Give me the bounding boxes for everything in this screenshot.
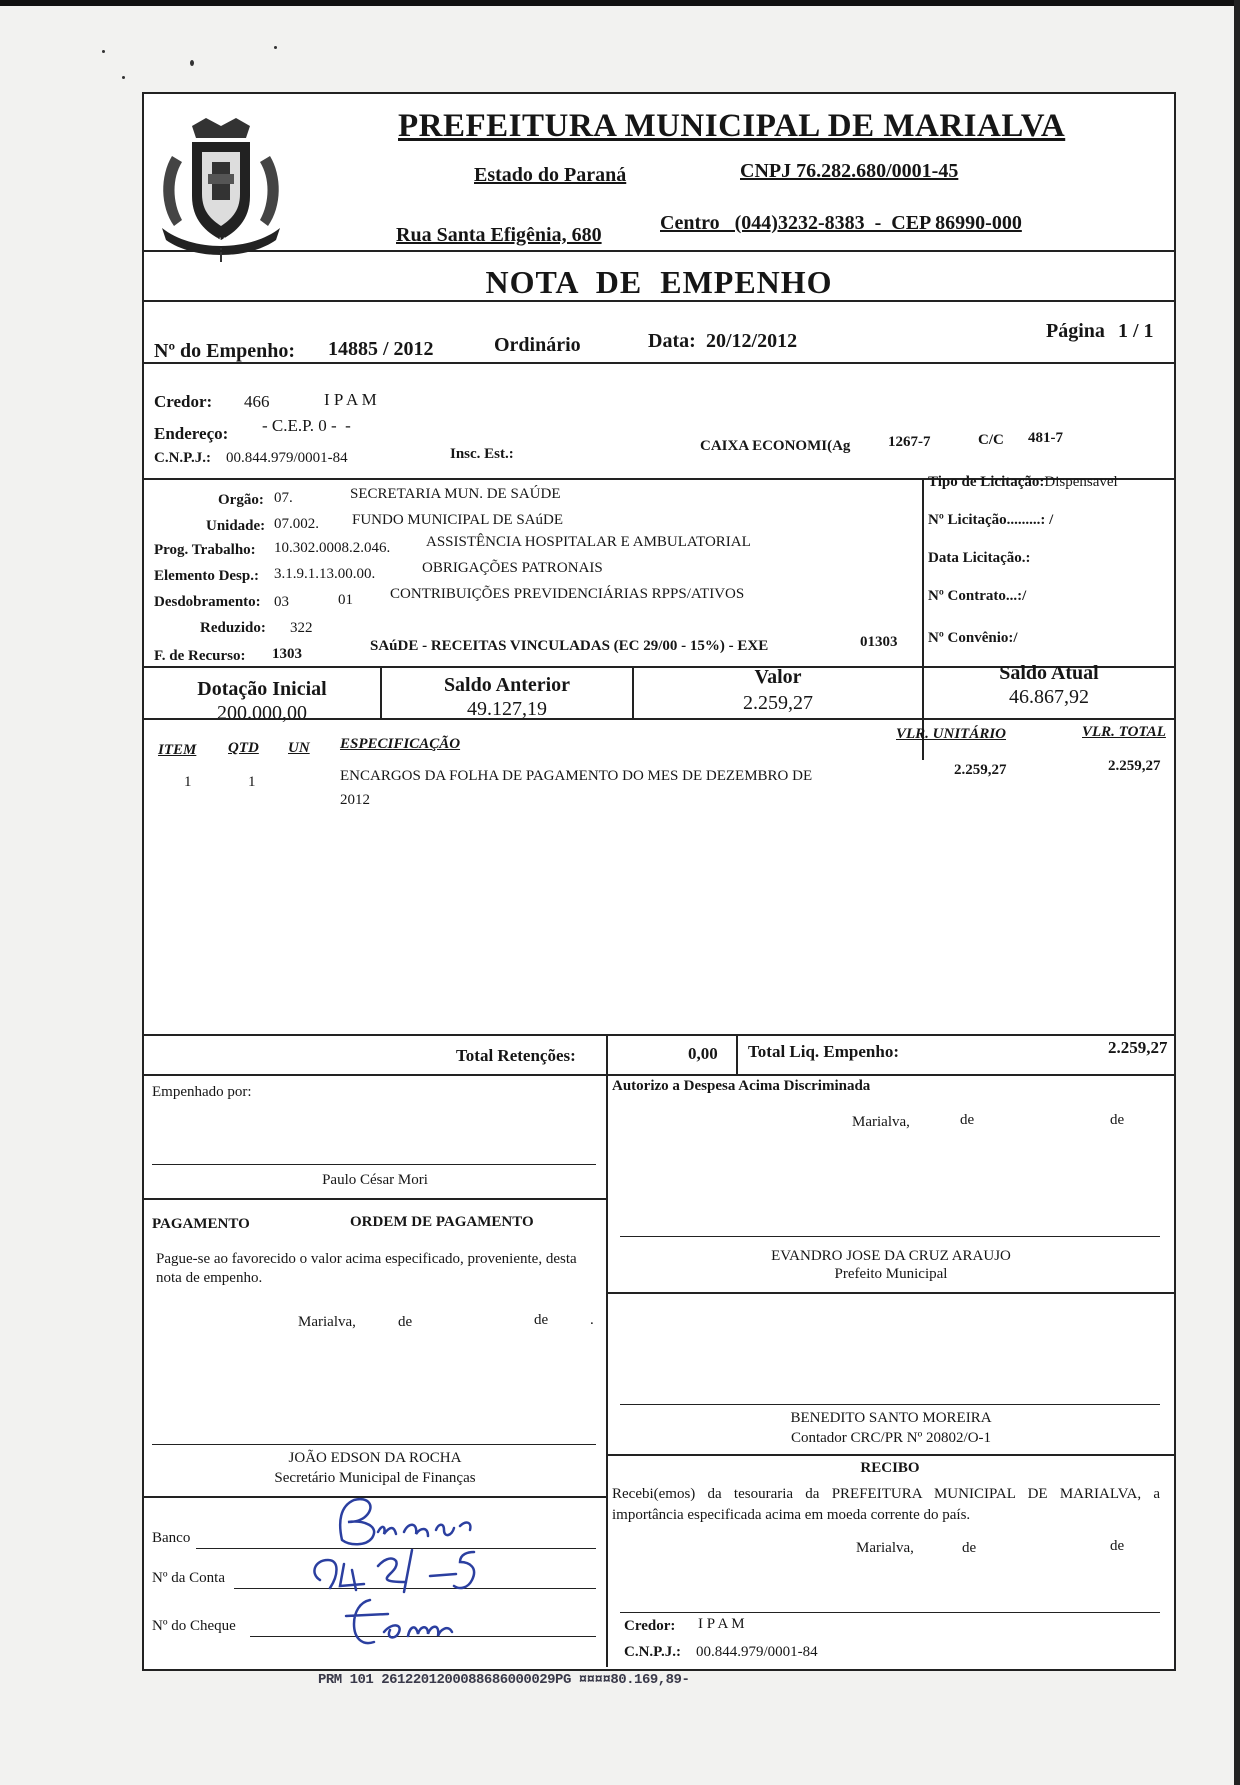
desdobramento-b: 01 bbox=[338, 592, 353, 608]
cc-label: C/C bbox=[978, 432, 1004, 448]
credor-code: 466 bbox=[244, 392, 270, 411]
divider bbox=[606, 1292, 1174, 1294]
scan-speck bbox=[274, 46, 277, 49]
prog-trabalho-code: 10.302.0008.2.046. bbox=[274, 540, 391, 556]
col-header-un: UN bbox=[288, 740, 310, 756]
municipality-title: PREFEITURA MUNICIPAL DE MARIALVA bbox=[398, 108, 1066, 144]
saldo-atual-value: 46.867,92 bbox=[1009, 686, 1089, 708]
total-retencoes-value: 0,00 bbox=[688, 1044, 718, 1063]
valor-value: 2.259,27 bbox=[743, 692, 813, 714]
desdobramento-a: 03 bbox=[274, 594, 289, 610]
col-header-unit: VLR. UNITÁRIO bbox=[896, 726, 1007, 742]
banco-label: Banco bbox=[152, 1530, 191, 1546]
divider bbox=[144, 1074, 1174, 1076]
empenho-date: 20/12/2012 bbox=[706, 330, 798, 352]
recibo-credor: I P A M bbox=[698, 1616, 745, 1632]
credor-label: Credor: bbox=[154, 392, 213, 411]
prog-trabalho-name: ASSISTÊNCIA HOSPITALAR E AMBULATORIAL bbox=[426, 534, 751, 550]
elemento-name: OBRIGAÇÕES PATRONAIS bbox=[422, 560, 603, 576]
valor-label: Valor bbox=[754, 666, 802, 688]
empenhado-por-label: Empenhado por: bbox=[152, 1084, 252, 1100]
item-unit-value: 2.259,27 bbox=[954, 762, 1007, 778]
endereco-value: - C.E.P. 0 - - bbox=[262, 416, 351, 435]
handwritten-conta bbox=[300, 1530, 520, 1600]
municipality-contact: Centro (044)3232-8383 - CEP 86990-000 bbox=[660, 212, 1022, 234]
credor-cnpj-label: C.N.P.J.: bbox=[154, 450, 211, 466]
item-spec-line2: 2012 bbox=[340, 792, 370, 808]
pagamento-label: PAGAMENTO bbox=[152, 1216, 250, 1232]
divider bbox=[144, 718, 1174, 720]
municipality-cnpj: CNPJ 76.282.680/0001-45 bbox=[740, 160, 959, 182]
prefeito-title: Prefeito Municipal bbox=[834, 1266, 948, 1282]
divider bbox=[606, 1454, 1174, 1456]
autorizo-label: Autorizo a Despesa Acima Discriminada bbox=[612, 1078, 871, 1094]
empenho-type: Ordinário bbox=[494, 334, 581, 356]
divider bbox=[144, 1034, 1174, 1036]
recurso-number: 01303 bbox=[860, 634, 898, 650]
unidade-label: Unidade: bbox=[206, 518, 266, 534]
autorizo-de1: de bbox=[960, 1112, 975, 1128]
col-header-qtd: QTD bbox=[228, 740, 259, 756]
state-name: Estado do Paraná bbox=[474, 164, 627, 186]
reduzido-label: Reduzido: bbox=[200, 620, 266, 636]
pagamento-text: Pague-se ao favorecido o valor acima especificado, proveniente, desta nota de empenho. bbox=[156, 1251, 577, 1286]
municipality-address: Rua Santa Efigênia, 680 bbox=[396, 224, 602, 246]
desdobramento-name: CONTRIBUIÇÕES PREVIDENCIÁRIAS RPPS/ATIVOS bbox=[390, 586, 745, 602]
tipo-licitacao-label: Tipo de Licitação: bbox=[928, 474, 1045, 490]
divider bbox=[144, 300, 1174, 302]
credor-name: I P A M bbox=[324, 390, 377, 409]
signature-line bbox=[152, 1444, 596, 1445]
recurso-name: SAúDE - RECEITAS VINCULADAS (EC 29/00 - 15%) - EXE bbox=[370, 638, 769, 654]
insc-est-label: Insc. Est.: bbox=[450, 446, 514, 462]
total-liquido-label: Total Liq. Empenho: bbox=[748, 1042, 899, 1061]
divider bbox=[736, 1034, 738, 1074]
signature-line bbox=[620, 1236, 1160, 1237]
cc-number: 481-7 bbox=[1028, 430, 1063, 446]
scan-edge-right bbox=[1234, 0, 1240, 1785]
divider bbox=[606, 1034, 608, 1074]
signature-line bbox=[620, 1404, 1160, 1405]
recibo-cnpj: 00.844.979/0001-84 bbox=[696, 1644, 818, 1660]
coat-of-arms-seal bbox=[152, 116, 290, 262]
recibo-credor-label: Credor: bbox=[624, 1618, 676, 1634]
pagamento-city: Marialva, bbox=[298, 1314, 356, 1330]
svg-text:MARIALVA: MARIALVA bbox=[198, 236, 244, 246]
prog-trabalho-label: Prog. Trabalho: bbox=[154, 542, 256, 558]
col-header-spec: ESPECIFICAÇÃO bbox=[340, 736, 461, 752]
item-qtd: 1 bbox=[248, 774, 256, 790]
recibo-de2: de bbox=[1110, 1538, 1125, 1554]
orgao-code: 07. bbox=[274, 490, 293, 506]
unidade-code: 07.002. bbox=[274, 516, 319, 532]
scan-speck bbox=[102, 50, 105, 53]
nota-de-empenho-form bbox=[142, 92, 1176, 1671]
orgao-name: SECRETARIA MUN. DE SAÚDE bbox=[350, 486, 561, 502]
scan-edge-top bbox=[0, 0, 1240, 6]
prefeito-name: EVANDRO JOSE DA CRUZ ARAUJO bbox=[771, 1248, 1011, 1264]
scan-speck bbox=[122, 76, 125, 79]
secretario-title: Secretário Municipal de Finanças bbox=[274, 1470, 476, 1486]
divider bbox=[144, 250, 1174, 252]
elemento-code: 3.1.9.1.13.00.00. bbox=[274, 566, 376, 582]
divider bbox=[606, 1074, 608, 1667]
document-title: NOTA DE EMPENHO bbox=[485, 264, 833, 300]
item-total-value: 2.259,27 bbox=[1108, 758, 1161, 774]
empenho-number: 14885 / 2012 bbox=[328, 338, 434, 360]
total-retencoes-label: Total Retenções: bbox=[456, 1046, 576, 1065]
page-label: Página bbox=[1046, 320, 1105, 342]
empenho-number-label: Nº do Empenho: bbox=[154, 340, 296, 362]
elemento-label: Elemento Desp.: bbox=[154, 568, 259, 584]
orgao-label: Orgão: bbox=[218, 492, 264, 508]
pagamento-dot: . bbox=[590, 1312, 594, 1328]
signature-line bbox=[152, 1164, 596, 1165]
signature-line bbox=[620, 1612, 1160, 1613]
recibo-text: Recebi(emos) da tesouraria da PREFEITURA MUNICIPAL DE MARIALVA, a importância especificada acima em moeda corrente do país. bbox=[612, 1486, 1160, 1523]
page-number: 1 / 1 bbox=[1118, 320, 1154, 342]
recibo-title: RECIBO bbox=[860, 1460, 920, 1476]
saldo-atual-label: Saldo Atual bbox=[999, 662, 1099, 684]
item-spec-line1: ENCARGOS DA FOLHA DE PAGAMENTO DO MES DE DEZEMBRO DE bbox=[340, 768, 813, 784]
recibo-de1: de bbox=[962, 1540, 977, 1556]
total-liquido-value: 2.259,27 bbox=[1108, 1038, 1168, 1057]
conta-label: Nº da Conta bbox=[152, 1570, 225, 1586]
contador-title: Contador CRC/PR Nº 20802/O-1 bbox=[790, 1430, 992, 1446]
recurso-code: 1303 bbox=[272, 646, 302, 662]
endereco-label: Endereço: bbox=[154, 424, 229, 443]
ordem-pagamento-label: ORDEM DE PAGAMENTO bbox=[350, 1214, 534, 1230]
secretario-name: JOÃO EDSON DA ROCHA bbox=[288, 1450, 462, 1466]
dotacao-inicial-value: 200.000,00 bbox=[217, 702, 307, 724]
recibo-city: Marialva, bbox=[856, 1540, 914, 1556]
recibo-cnpj-label: C.N.P.J.: bbox=[624, 1644, 681, 1660]
bank-name: CAIXA ECONOMI(Ag bbox=[700, 438, 851, 454]
col-header-total: VLR. TOTAL bbox=[1082, 724, 1166, 740]
bank-agency: 1267-7 bbox=[888, 434, 931, 450]
numero-convenio: Nº Convênio:/ bbox=[928, 630, 1018, 646]
pagamento-de1: de bbox=[398, 1314, 413, 1330]
bank-processing-code: PRM 101 2612201200088686000029PG ¤¤¤¤80.169,89- bbox=[318, 1672, 690, 1688]
cheque-label: Nº do Cheque bbox=[152, 1618, 236, 1634]
divider bbox=[144, 1198, 606, 1200]
handwritten-cheque bbox=[340, 1592, 490, 1652]
autorizo-de2: de bbox=[1110, 1112, 1125, 1128]
autorizo-city: Marialva, bbox=[852, 1114, 910, 1130]
unidade-name: FUNDO MUNICIPAL DE SAúDE bbox=[352, 512, 563, 528]
item-number: 1 bbox=[184, 774, 192, 790]
divider bbox=[144, 362, 1174, 364]
contador-name: BENEDITO SANTO MOREIRA bbox=[790, 1410, 992, 1426]
credor-cnpj: 00.844.979/0001-84 bbox=[226, 450, 348, 466]
tipo-licitacao-value: Dispensavel bbox=[1044, 474, 1118, 490]
dotacao-inicial-label: Dotação Inicial bbox=[197, 678, 327, 700]
empenho-date-label: Data: bbox=[648, 330, 696, 352]
numero-licitacao: Nº Licitação.........: / bbox=[928, 512, 1054, 528]
col-header-item: ITEM bbox=[158, 742, 197, 758]
numero-contrato: Nº Contrato...:/ bbox=[928, 588, 1027, 604]
scan-speck bbox=[190, 60, 194, 66]
saldo-anterior-value: 49.127,19 bbox=[467, 698, 547, 720]
pagamento-de2: de bbox=[534, 1312, 549, 1328]
saldo-anterior-label: Saldo Anterior bbox=[443, 674, 571, 696]
recurso-label: F. de Recurso: bbox=[154, 648, 246, 664]
tipo-licitacao bbox=[928, 474, 1118, 491]
data-licitacao: Data Licitação.: bbox=[928, 550, 1031, 566]
reduzido-value: 322 bbox=[290, 620, 313, 636]
empenhado-por-name: Paulo César Mori bbox=[322, 1172, 428, 1188]
desdobramento-label: Desdobramento: bbox=[154, 594, 261, 610]
